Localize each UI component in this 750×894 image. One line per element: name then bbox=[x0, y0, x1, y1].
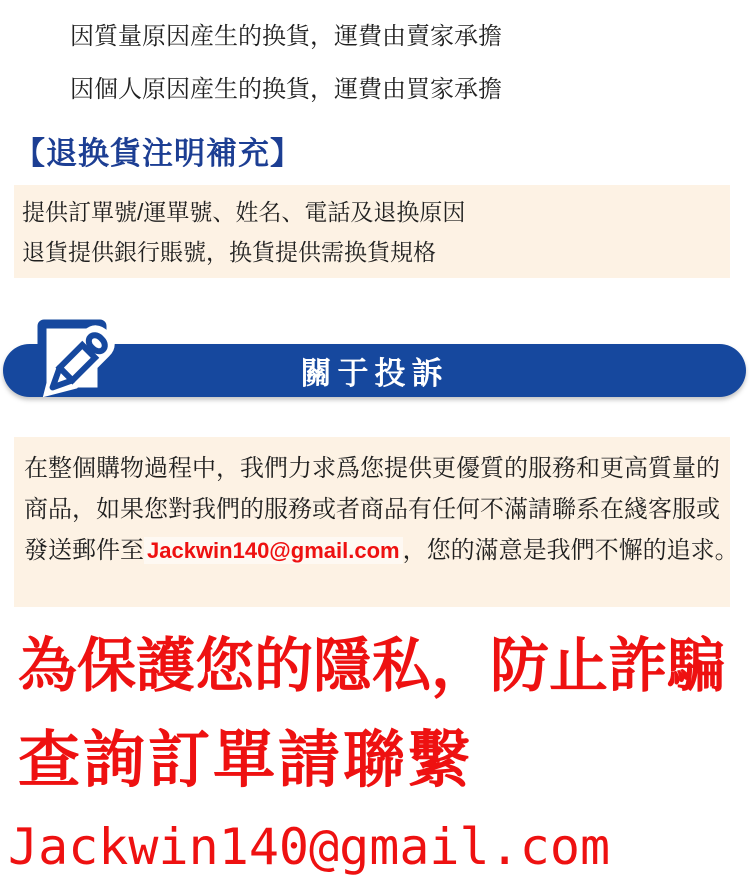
privacy-contact-email: Jackwin140@gmail.com bbox=[8, 818, 611, 876]
complaint-text-line-3 bbox=[24, 530, 739, 571]
privacy-notice-line-2: 查詢訂單請聯繫 bbox=[18, 726, 474, 795]
return-note-line-order-info: 提供訂單號/運單號、姓名、電話及退换原因 bbox=[22, 199, 466, 225]
pencil-note-icon bbox=[34, 312, 118, 398]
complaint-line3-prefix: 發送郵件至 bbox=[24, 537, 144, 564]
exchange-policy-buyer-line: 因個人原因産生的换貨，運費由買家承擔 bbox=[70, 76, 502, 103]
complaint-text-line-1: 在整個購物過程中，我們力求爲您提供更優質的服務和更高質量的 bbox=[24, 455, 720, 482]
return-note-line-bank-info: 退貨提供銀行賬號，换貨提供需换貨規格 bbox=[22, 239, 436, 265]
complaint-body-box bbox=[14, 437, 739, 607]
exchange-policy-seller-line: 因質量原因産生的换貨，運費由賣家承擔 bbox=[70, 23, 502, 50]
privacy-notice-line-1: 為保護您的隱私，防止詐騙 bbox=[18, 633, 727, 699]
complaint-text-line-2: 商品，如果您對我們的服務或者商品有任何不滿請聯系在綫客服或 bbox=[24, 496, 720, 523]
complaint-email-text: Jackwin140@gmail.com bbox=[144, 537, 403, 564]
complaint-line3-suffix: ，您的滿意是我們不懈的追求。 bbox=[402, 537, 739, 564]
complaint-banner-title: 關于投訴 bbox=[300, 356, 449, 391]
return-note-box bbox=[14, 185, 730, 278]
return-note-heading: 【退换貨注明補充】 bbox=[14, 136, 302, 171]
